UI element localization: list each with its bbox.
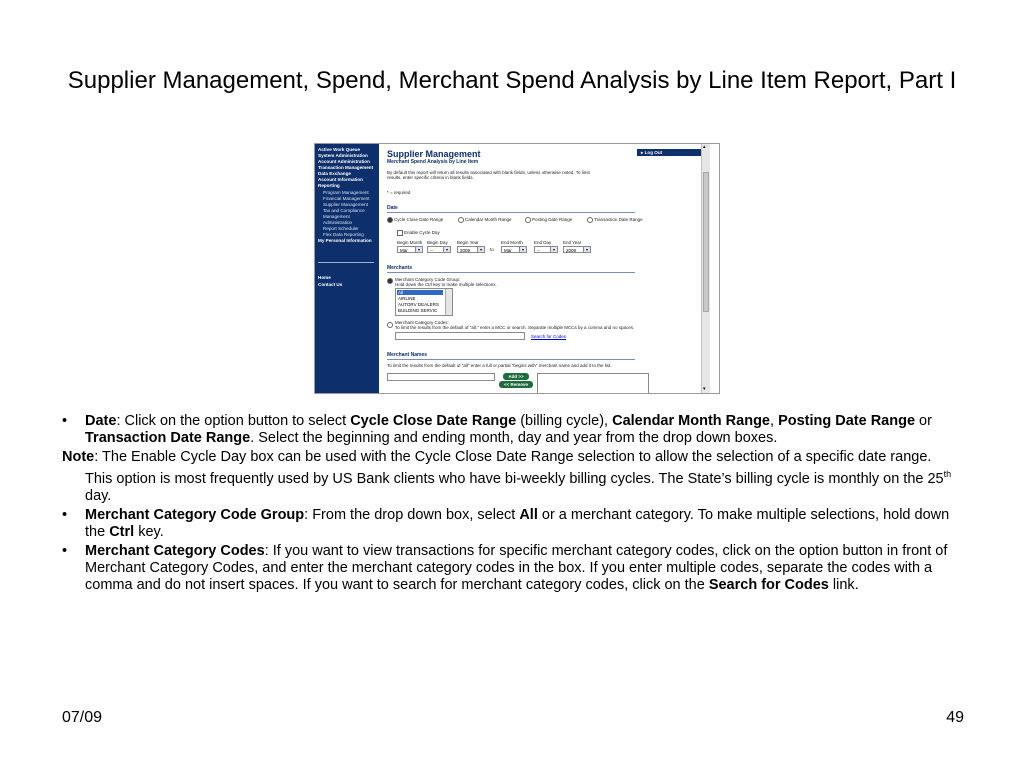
report-screenshot (314, 143, 720, 394)
label-cycle-close: Cycle Close Date Range (394, 217, 444, 222)
to-label: to (490, 247, 494, 252)
end-month-select[interactable] (501, 246, 527, 253)
chevron-down-icon: ▾ (583, 247, 590, 252)
mcc-group-hint: Hold down the Ctrl key to make multiple selections. (395, 282, 497, 287)
mcc-option-all[interactable]: All (397, 290, 443, 295)
page-scrollbar[interactable] (701, 144, 710, 393)
remove-button[interactable]: << Remove (499, 381, 533, 388)
end-year-select[interactable] (563, 246, 591, 253)
bullet-mcc-group (62, 507, 962, 541)
term-ctrl: Ctrl (109, 523, 135, 540)
text: : From the drop down box, select (304, 506, 520, 523)
radio-mcc-codes[interactable] (387, 322, 393, 328)
end-year-label: End Year (563, 240, 582, 245)
nav-financial-management[interactable]: Financial Management (323, 196, 370, 201)
begin-year-select[interactable] (457, 246, 485, 253)
mcc-codes-label: Merchant Category Codes: (395, 320, 449, 325)
merchants-section-title: Merchants (387, 265, 413, 271)
note-enable-cycle-day (62, 449, 962, 505)
option-posting-date: Posting Date Range (778, 413, 916, 429)
end-month-value: Mar (504, 248, 512, 253)
nav-account-information[interactable]: Account Information (318, 177, 363, 182)
nav-tax-and-compliance[interactable]: Tax and Compliance (323, 208, 365, 213)
chevron-down-icon: ▾ (415, 247, 422, 252)
begin-month-select[interactable] (397, 246, 423, 253)
bullet-dot-icon: • (62, 542, 68, 559)
nav-supplier-management[interactable]: Supplier Management (323, 202, 368, 207)
mcc-option-airline[interactable]: AIRLINE (398, 296, 416, 301)
merchant-names-section-title: Merchant Names (387, 352, 428, 358)
text: or a merchant category. To make multiple selections, hold down the (85, 506, 950, 540)
scrollbar-thumb[interactable] (703, 172, 709, 312)
enable-cycle-day-checkbox[interactable] (397, 230, 403, 236)
nav-divider (318, 262, 374, 263)
bullet-mcc-codes (62, 543, 962, 594)
nav-home[interactable]: Home (318, 275, 331, 280)
text: key. (134, 523, 164, 540)
text: . Select the beginning and ending month, day and year from the drop down boxes. (250, 430, 778, 446)
mcc-option-building[interactable]: BUILDING SERVIC (398, 308, 438, 313)
mcc-codes-input[interactable] (395, 332, 525, 340)
label-calendar-month: Calendar Month Range (465, 217, 512, 222)
merchant-names-hint: To limit the results from the default of "all" enter a full or partial "begins with" merchant name and add it to the list. (387, 363, 612, 368)
chevron-down-icon: ▾ (550, 247, 557, 252)
nav-account-administration[interactable]: Account Administration (318, 159, 370, 164)
search-for-codes-link[interactable]: Search for Codes (531, 334, 567, 339)
begin-day-value: -- (430, 248, 433, 253)
option-calendar-month: Calendar Month Range (612, 413, 770, 429)
logout-label: Log Out (644, 150, 663, 155)
begin-year-value: 2009 (460, 248, 471, 253)
page-number: 49 (946, 709, 964, 726)
bullet-dot-icon: • (62, 506, 68, 523)
nav-my-personal-information[interactable]: My Personal Information (318, 238, 372, 243)
mcc-group-listbox[interactable] (395, 288, 453, 316)
listbox-scrollbar[interactable] (445, 289, 452, 315)
superscript: th (943, 469, 952, 479)
mcc-group-label: Merchant Category Code Group: (395, 277, 461, 282)
label-transaction-date: Transaction Date Range (594, 217, 643, 222)
nav-report-scheduler[interactable]: Report Scheduler (323, 226, 359, 231)
nav-reporting[interactable]: Reporting (318, 183, 340, 188)
radio-cycle-close[interactable] (387, 217, 393, 223)
text: or (915, 413, 932, 429)
begin-year-label: Begin Year (457, 240, 479, 245)
bullet-dot-icon: • (62, 413, 68, 429)
merchant-names-list[interactable] (537, 373, 649, 394)
term-mcc-codes: Merchant Category Codes (85, 542, 265, 559)
required-note: * = required (387, 190, 411, 195)
term-mcc-group: Merchant Category Code Group (85, 506, 305, 523)
app-title: Supplier Management (387, 149, 481, 159)
enable-cycle-day-label: Enable Cycle Day (404, 230, 440, 235)
end-year-value: 2009 (566, 248, 577, 253)
radio-calendar-month[interactable] (458, 217, 464, 223)
option-cycle-close: Cycle Close Date Range (350, 413, 517, 429)
slide-title: Supplier Management, Spend, Merchant Spend Analysis by Line Item Report, Part I (67, 67, 957, 94)
footer-date: 07/09 (62, 709, 103, 726)
term-all: All (519, 506, 538, 523)
chevron-down-icon: ▾ (519, 247, 526, 252)
nav-active-work-queue[interactable]: Active Work Queue (318, 147, 361, 152)
end-day-value: -- (537, 248, 540, 253)
left-nav (315, 144, 379, 393)
merchants-section-rule (387, 272, 635, 273)
begin-month-label: Begin Month (397, 240, 423, 245)
begin-day-label: Begin Day (427, 240, 448, 245)
report-form (383, 144, 709, 393)
scroll-up-icon[interactable]: ▴ (703, 144, 706, 150)
text: day. (85, 487, 112, 504)
nav-system-administration[interactable]: System Administration (318, 153, 368, 158)
term-search-for-codes: Search for Codes (708, 576, 829, 593)
intro-text-2: results, enter specific criteria in blank fields. (387, 175, 474, 180)
text: : The Enable Cycle Day box can be used with the Cycle Close Date Range selection to allow the selection of a specific date range. This option is most frequently used by US Bank clients who have bi-weekly billing cycles. The State’s billing cycle is monthly on the 25 (85, 449, 944, 487)
bullet-date (62, 413, 962, 447)
text: link. (828, 576, 859, 593)
text: (billing cycle), (516, 413, 613, 429)
nav-tax-compliance-management[interactable]: Management (323, 214, 350, 219)
chevron-down-icon: ▾ (443, 247, 450, 252)
end-month-label: End Month (501, 240, 523, 245)
term-date: Date (85, 413, 117, 429)
chevron-down-icon: ▾ (477, 247, 484, 252)
nav-flex-data-reporting[interactable]: Flex Data Reporting (323, 232, 364, 237)
radio-mcc-group[interactable] (387, 278, 393, 284)
begin-month-value: Mar (400, 248, 408, 253)
logout-button[interactable] (637, 149, 701, 156)
option-transaction-date: Transaction Date Range (85, 430, 251, 446)
mcc-codes-hint: To limit the results from the default of "all," enter a MCC or search. Separate multiple MCCs by a comma and no spaces. (395, 325, 635, 330)
text: : Click on the option button to select (116, 413, 351, 429)
end-day-select[interactable] (534, 246, 558, 253)
merchant-name-input[interactable] (387, 373, 495, 381)
merchant-names-rule (387, 359, 635, 360)
nav-administration[interactable]: Administration (323, 220, 353, 225)
end-day-label: End Day (534, 240, 552, 245)
intro-text-1: By default this report will return all results associated with blank fields, unless otherwise noted. To limit (387, 170, 590, 175)
nav-data-exchange[interactable]: Data Exchange (318, 171, 351, 176)
text: , (770, 413, 779, 429)
radio-posting-date[interactable] (525, 217, 531, 223)
app-subtitle: Merchant Spend Analysis by Line Item (387, 159, 479, 165)
nav-contact-us[interactable]: Contact Us (318, 282, 343, 287)
date-section-rule (387, 212, 635, 213)
nav-transaction-management[interactable]: Transaction Management (318, 165, 374, 170)
logout-arrow-icon: ▸ (641, 150, 645, 155)
scroll-down-icon[interactable]: ▾ (703, 386, 706, 392)
term-note: Note (62, 449, 95, 465)
date-section-title: Date (387, 205, 398, 211)
mcc-option-autorv[interactable]: AUTORV DEALERS (398, 302, 439, 307)
label-posting-date: Posting Date Range (532, 217, 573, 222)
text: : If you want to view transactions for specific merchant category codes, click on the option button in front of Merchant Category Codes, and enter the merchant category codes in the box. If you enter multiple codes, separate the codes with a comma and do not insert spaces. If you want to search for merchant category codes, click on the (85, 542, 948, 593)
nav-program-management[interactable]: Program Management (323, 190, 369, 195)
radio-transaction-date[interactable] (587, 217, 593, 223)
notes-list (62, 413, 962, 596)
add-button[interactable]: Add >> (503, 373, 529, 380)
begin-day-select[interactable] (427, 246, 451, 253)
